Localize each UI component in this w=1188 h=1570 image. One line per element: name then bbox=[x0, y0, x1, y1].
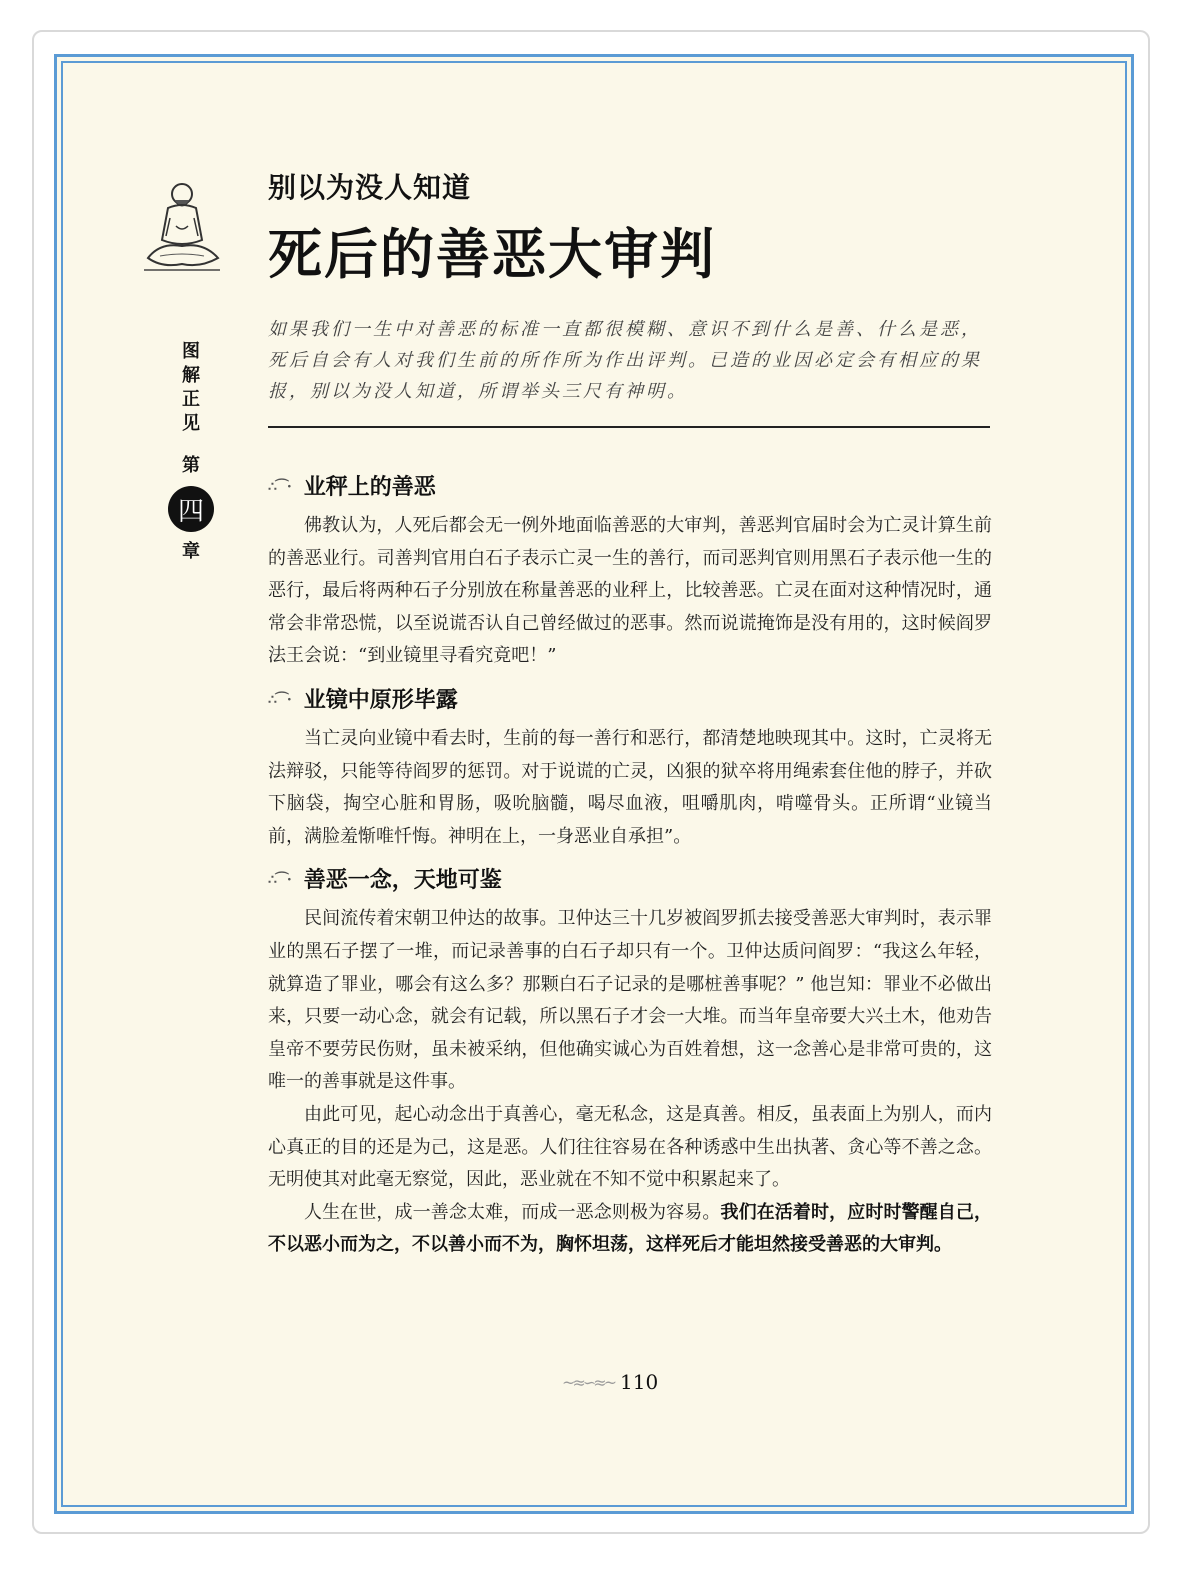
page-number: 110 bbox=[620, 1370, 659, 1394]
paragraph: 由此可见，起心动念出于真善心，毫无私念，这是真善。相反，虽表面上为别人，而内心真正的目的还是为己，这是恶。人们往往容易在各种诱惑中生出执著、贪心等不善之念。无明使其对此毫无察觉，因此，恶业就在不知不觉中积累起来了。 bbox=[268, 1103, 992, 1191]
section-heading bbox=[268, 470, 992, 504]
page-footer bbox=[562, 1370, 658, 1394]
paragraph: 佛教认为，人死后都会无一例外地面临善恶的大审判，善恶判官届时会为亡灵计算生前的善恶业行。司善判官用白石子表示亡灵一生的善行，而司恶判官则用黑石子表示他一生的恶行，最后将两种石子分别放在称量善恶的业秤上，比较善恶。亡灵在面对这种情况时，通常会非常恐慌，以至说谎否认自己曾经做过的恶事。然而说谎掩饰是没有用的，这时候阎罗法王会说：“到业镜里寻看究竟吧！” bbox=[268, 515, 992, 667]
article-body bbox=[268, 464, 992, 1262]
book-title-char: 见 bbox=[182, 413, 200, 434]
intro-paragraph: 如果我们一生中对善恶的标准一直都很模糊、意识不到什么是善、什么是恶，死后自会有人对我们生前的所作所为作出评判。已造的业因必定会有相应的果报，别以为没人知道，所谓举头三尺有神明。 bbox=[268, 319, 982, 402]
closing-plain-text: 人生在世，成一善念太难，而成一恶念则极为容易。 bbox=[304, 1201, 721, 1223]
page-subtitle: 别以为没人知道 bbox=[268, 171, 472, 204]
paragraph: 当亡灵向业镜中看去时，生前的每一善行和恶行，都清楚地映现其中。这时，亡灵将无法辩驳，只能等待阎罗的惩罚。对于说谎的亡灵，凶狠的狱卒将用绳索套住他的脖子，并砍下脑袋，掏空心脏和胃肠，吸吮脑髓，喝尽血液，咀嚼肌肉，啃噬骨头。正所谓“业镜当前，满脸羞惭唯忏悔。神明在上，一身恶业自承担”。 bbox=[268, 727, 992, 847]
book-title-char: 正 bbox=[182, 389, 200, 410]
closing-paragraph bbox=[268, 1197, 992, 1262]
cloud-ornament-icon: ∴⌒· bbox=[268, 872, 290, 889]
cloud-ornament-icon: ∴⌒· bbox=[268, 691, 290, 708]
seated-monk-illustration bbox=[140, 178, 224, 274]
section-heading bbox=[268, 863, 992, 897]
book-title-char: 图 bbox=[182, 341, 200, 362]
page-title: 死后的善恶大审判 bbox=[268, 222, 716, 286]
book-title-char: 解 bbox=[182, 365, 200, 386]
page bbox=[66, 66, 1122, 1502]
section-heading-text: 善恶一念，天地可鉴 bbox=[303, 867, 502, 894]
chapter-prefix: 第 bbox=[182, 455, 200, 476]
chapter-number-badge: 四 bbox=[168, 486, 214, 532]
paragraph: 民间流传着宋朝卫仲达的故事。卫仲达三十几岁被阎罗抓去接受善恶大审判时，表示罪业的黑石子摆了一堆，而记录善事的白石子却只有一个。卫仲达质问阎罗：“我这么年轻，就算造了罪业，哪会有这么多？那颗白石子记录的是哪桩善事呢？” 他岂知：罪业不必做出来，只要一动心念，就会有记载，所以黑石子才会一大堆。而当年皇帝要大兴土木，他劝告皇帝不要劳民伤财，虽未被采纳，但他确实诚心为百姓着想，这一念善心是非常可贵的，这唯一的善事就是这件事。 bbox=[268, 908, 992, 1093]
closing-bold-text: 我们在活着时，应时时警醒自己，不以恶小而为之，不以善小而不为，胸怀坦荡，这样死后才能坦然接受善恶的大审判。 bbox=[268, 1201, 992, 1256]
section-heading bbox=[268, 683, 992, 717]
cloud-ornament-icon: ∴⌒· bbox=[268, 478, 290, 495]
section-heading-text: 业镜中原形毕露 bbox=[303, 686, 458, 713]
section-heading-text: 业秤上的善恶 bbox=[303, 473, 436, 500]
sidebar-vertical-label bbox=[176, 340, 206, 564]
divider bbox=[268, 426, 990, 428]
footer-ornament-icon: ~≈∽≈~ bbox=[562, 1372, 615, 1392]
chapter-suffix: 章 bbox=[182, 541, 200, 562]
